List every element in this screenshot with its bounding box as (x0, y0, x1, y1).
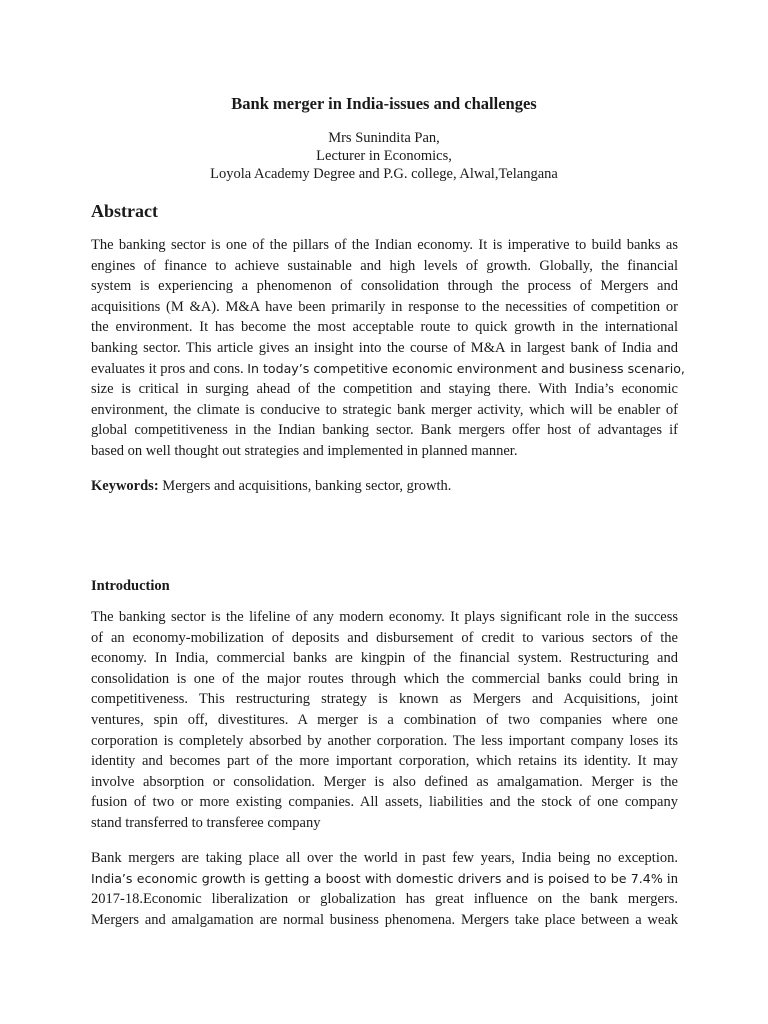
author-name: Mrs Sunindita Pan, (328, 130, 440, 146)
paper-title: Bank merger in India-issues and challenges (231, 94, 537, 113)
abstract-line-sans: In today’s competitive economic environment and business scenario, (247, 360, 685, 376)
abstract-line: size is critical in surging ahead of the competition and staying there. With India’s economic (91, 381, 678, 398)
body2-line-sans: India’s economic growth is getting a boost with domestic drivers and is poised to be 7.4% (91, 870, 663, 886)
abstract-line-start: evaluates it pros and cons. (91, 360, 248, 377)
body2-line: Bank mergers are taking place all over the world in past few years, India being no exception. (91, 850, 678, 866)
intro-line: identity and becomes part of the more important corporation, which retains its identity. It may (91, 753, 678, 770)
abstract-line: the environment. It has become the most acceptable route to quick growth in the international (91, 319, 678, 336)
body-paragraph-2 (91, 848, 678, 930)
author-position: Lecturer in Economics, (316, 148, 452, 164)
abstract-line: banking sector. This article gives an insight into the course of M&A in largest bank of India and (91, 339, 678, 356)
abstract-line: based on well thought out strategies and implemented in planned manner. (91, 442, 518, 459)
keywords-text: Mergers and acquisitions, banking sector, growth. (158, 478, 452, 494)
body2-line: 2017-18.Economic liberalization or globalization has great influence on the bank mergers. (91, 891, 678, 908)
keywords-label: Keywords: (91, 478, 159, 494)
abstract-line: The banking sector is one of the pillars of the Indian economy. It is imperative to build banks as (91, 237, 678, 253)
keywords-line (91, 476, 451, 496)
intro-line: consolidation is one of the major routes through which the commercial banks could bring in (91, 670, 678, 687)
abstract-line: engines of finance to achieve sustainable and high levels of growth. Globally, the financial (91, 257, 678, 274)
body2-line-mixed (91, 869, 678, 890)
intro-line: stand transferred to transferee company (91, 814, 321, 831)
abstract-line: environment, the climate is conducive to strategic bank merger activity, which will be enabler of (91, 401, 678, 418)
abstract-line: acquisitions (M &A). M&A have been primarily in response to the necessities of competition or (91, 298, 678, 315)
intro-line: fusion of two or more existing companies. All assets, liabilities and the stock of one company (91, 794, 678, 811)
intro-line: involve absorption or consolidation. Merger is also defined as amalgamation. Merger is the (91, 773, 678, 790)
intro-line: economy. In India, commercial banks are kingpin of the financial system. Restructuring and (91, 650, 678, 667)
introduction-paragraph (91, 607, 678, 834)
intro-line: of an economy-mobilization of deposits and disbursement of credit to various sectors of the (91, 629, 678, 646)
abstract-paragraph (91, 235, 685, 462)
author-affiliation: Loyola Academy Degree and P.G. college, Alwal,Telangana (210, 166, 558, 182)
abstract-heading: Abstract (91, 201, 158, 221)
introduction-heading: Introduction (91, 578, 170, 594)
intro-line: competitiveness. This restructuring strategy is known as Mergers and Acquisitions, joint (91, 691, 678, 708)
abstract-line: system is experiencing a phenomenon of consolidation through the process of Mergers and (91, 278, 678, 295)
body2-line-end: in (662, 870, 678, 887)
abstract-line-mixed (91, 359, 685, 380)
intro-line: corporation is completely absorbed by another corporation. The less important company loses its (91, 732, 678, 749)
intro-line: The banking sector is the lifeline of any modern economy. It plays significant role in the success (91, 609, 678, 625)
body2-line: Mergers and amalgamation are normal business phenomena. Mergers take place between a weak (91, 911, 678, 928)
author-block (0, 129, 768, 183)
intro-line: ventures, spin off, divestitures. A merger is a combination of two companies where one (91, 711, 678, 728)
abstract-line: global competitiveness in the Indian banking sector. Bank mergers offer host of advantages if (91, 422, 678, 439)
